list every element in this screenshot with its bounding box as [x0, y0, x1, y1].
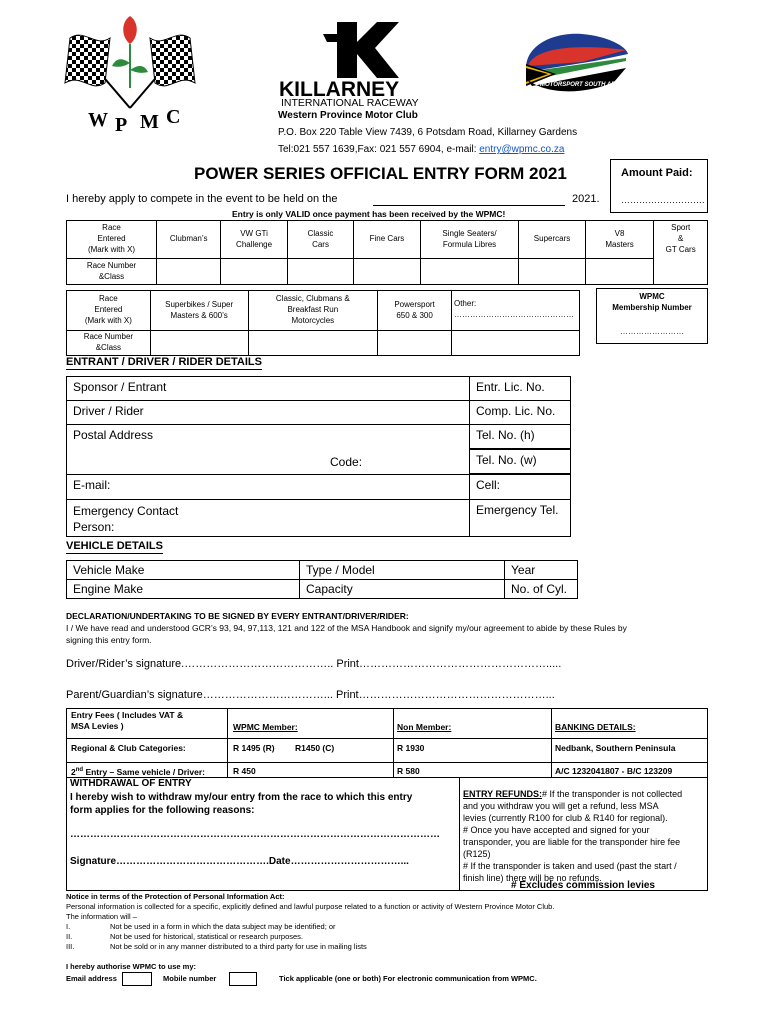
race-entered-label: Race Entered (Mark with X): [67, 291, 151, 331]
class-powersport[interactable]: Powersport 650 & 300: [378, 291, 452, 331]
fees-table: [66, 708, 708, 778]
entrant-heading: ENTRANT / DRIVER / RIDER DETAILS: [66, 356, 262, 368]
withdrawal-text: I hereby wish to withdraw my/our entry from the race to which this entry: [70, 792, 413, 803]
race-number-cell[interactable]: [378, 331, 452, 356]
class-superbikes[interactable]: Superbikes / Super Masters & 600’s: [150, 291, 248, 331]
refunds-heading: ENTRY REFUNDS:: [463, 789, 543, 799]
postal-code-label: Code:: [330, 455, 363, 469]
comp-lic-field[interactable]: Comp. Lic. No.: [469, 400, 571, 425]
tel-w-field[interactable]: Tel. No. (w): [469, 449, 571, 474]
race-number-cell[interactable]: [354, 259, 420, 285]
refunds-line: # If the transponder is taken and used (past the start /: [463, 861, 677, 871]
type-model-field[interactable]: Type / Model: [299, 560, 505, 580]
class-vw-gti[interactable]: VW GTi Challenge: [221, 221, 287, 259]
contact-phone-fax: Tel:021 557 1639,Fax: 021 557 6904, e-mail:: [278, 144, 480, 155]
killarney-wordmark: KILLARNEY: [279, 78, 400, 101]
capacity-field[interactable]: Capacity: [299, 579, 505, 599]
class-v8-masters[interactable]: V8 Masters: [585, 221, 654, 259]
email-address-label: Email address: [66, 974, 117, 983]
bank-name: Nedbank, Southern Peninsula: [555, 743, 676, 753]
class-single-seaters[interactable]: Single Seaters/ Formula Libres: [420, 221, 519, 259]
withdrawal-heading: WITHDRAWAL OF ENTRY: [70, 778, 192, 789]
driver-signature-line[interactable]: Driver/Rider’s signature.………………………………….. Print…………………………………………….....: [66, 658, 562, 670]
club-address: P.O. Box 220 Table View 7439, 6 Potsdam Road, Killarney Gardens: [278, 127, 578, 138]
tick-applicable-text: Tick applicable (one or both) For electronic communication from WPMC.: [279, 974, 537, 983]
class-classic-cars[interactable]: Classic Cars: [287, 221, 353, 259]
class-fine-cars[interactable]: Fine Cars: [354, 221, 420, 259]
race-number-label: Race Number &Class: [67, 331, 151, 356]
race-entered-label: Race Entered (Mark with X): [67, 221, 157, 259]
race-number-cell[interactable]: [420, 259, 519, 285]
class-sport-gt[interactable]: Sport & GT Cars: [654, 221, 708, 285]
non-member-header: Non Member:: [397, 722, 452, 732]
banking-header: BANKING DETAILS:: [555, 722, 636, 732]
membership-dots: ……………………: [620, 327, 684, 336]
emergency-contact-field[interactable]: Emergency Contact Person:: [66, 499, 470, 537]
race-number-cell[interactable]: [221, 259, 287, 285]
club-initial: C: [166, 106, 181, 128]
engine-make-field[interactable]: Engine Make: [66, 579, 300, 599]
race-class-table-2: [66, 290, 580, 356]
amount-paid-dots: ……………………….: [621, 195, 705, 205]
club-initial: M: [140, 111, 159, 133]
race-number-cell[interactable]: [519, 259, 585, 285]
fee-club-member: R1450 (C): [295, 743, 335, 753]
class-clubmans[interactable]: Clubman’s: [157, 221, 221, 259]
race-number-cell[interactable]: [287, 259, 353, 285]
year-field[interactable]: Year: [504, 560, 578, 580]
membership-title: Membership Number: [612, 303, 692, 312]
excludes-commission: # Excludes commission levies: [511, 880, 655, 891]
refunds-line: (R125): [463, 849, 491, 859]
fee-regional-member: R 1495 (R): [233, 743, 275, 753]
cylinders-field[interactable]: No. of Cyl.: [504, 579, 578, 599]
msa-logo: [522, 28, 632, 100]
bank-account: A/C 1232041807 - B/C 123209: [555, 766, 673, 776]
entr-lic-field[interactable]: Entr. Lic. No.: [469, 376, 571, 401]
year-suffix: 2021.: [572, 193, 600, 205]
valid-notice: Entry is only VALID once payment has been received by the WPMC!: [232, 209, 506, 219]
refunds-line: and you withdraw you will get a refund, less MSA: [463, 801, 659, 811]
club-name: Western Province Motor Club: [278, 110, 418, 121]
wpmc-logo: [60, 8, 200, 138]
other-label: Other:: [453, 299, 477, 308]
popi-item-text: Not be used for historical, statistical or research purposes.: [110, 932, 304, 941]
entry-fees-label: MSA Levies ): [71, 721, 124, 731]
amount-paid-label: Amount Paid:: [621, 167, 693, 179]
cell-field[interactable]: Cell:: [469, 474, 571, 500]
parent-signature-line[interactable]: Parent/Guardian’s signature……………………………... Print……………………………………………...: [66, 689, 555, 701]
race-class-table-1: [66, 220, 708, 285]
race-number-cell[interactable]: [585, 259, 654, 285]
second-entry-label: 2nd Entry – Same vehicle / Driver:: [71, 766, 205, 777]
msa-wordmark: MOTORSPORT SOUTH AFRICA: [540, 82, 630, 88]
race-number-cell[interactable]: [150, 331, 248, 356]
race-number-cell[interactable]: [157, 259, 221, 285]
membership-box[interactable]: [596, 288, 708, 344]
withdrawal-text: form applies for the following reasons:: [70, 805, 255, 816]
event-date-line[interactable]: [373, 205, 565, 206]
refunds-line: # Once you have accepted and signed for your: [463, 825, 650, 835]
club-initial: W: [88, 109, 108, 131]
refunds-line: ENTRY REFUNDS:# If the transponder is not collected: [463, 789, 683, 799]
wpmc-member-header: WPMC Member:: [233, 722, 298, 732]
killarney-subtitle: INTERNATIONAL RACEWAY: [281, 97, 419, 106]
authorise-text: I hereby authorise WPMC to use my:: [66, 962, 197, 971]
popi-item-num: I.: [66, 922, 71, 931]
class-other[interactable]: [451, 291, 579, 331]
declaration-text: signing this entry form.: [66, 635, 152, 645]
sponsor-field[interactable]: Sponsor / Entrant: [66, 376, 470, 401]
popi-item-num: II.: [66, 932, 73, 941]
killarney-logo: [275, 20, 455, 106]
race-number-cell[interactable]: [248, 331, 378, 356]
mobile-number-checkbox[interactable]: [229, 972, 257, 986]
class-classic-motorcycles[interactable]: Classic, Clubmans & Breakfast Run Motorcycles: [248, 291, 378, 331]
declaration-text: I / We have read and understood GCR’s 93, 94, 97,113, 121 and 122 of the MSA Handbook and signify my/our agreement to abide by these Rules by: [66, 623, 627, 633]
email-field[interactable]: E-mail:: [66, 474, 470, 500]
club-contact: [278, 144, 564, 156]
fee-second-non-member: R 580: [397, 766, 420, 776]
refunds-line: transponder, you are liable for the transponder hire fee: [463, 837, 681, 847]
popi-text: The information will –: [66, 912, 137, 921]
contact-email-link[interactable]: entry@wpmc.co.za: [479, 144, 565, 155]
form-title: POWER SERIES OFFICIAL ENTRY FORM 2021: [194, 164, 567, 183]
email-address-checkbox[interactable]: [122, 972, 152, 986]
driver-field[interactable]: Driver / Rider: [66, 400, 470, 425]
club-initial: P: [115, 114, 128, 136]
killarney-k-icon: [323, 22, 399, 78]
mobile-number-label: Mobile number: [163, 974, 217, 983]
withdrawal-signature-line[interactable]: Signature……………………………………….Date……………………………...: [70, 856, 409, 867]
fee-second-member: R 450: [233, 766, 256, 776]
race-number-cell[interactable]: [451, 331, 579, 356]
popi-item-text: Not be sold or in any manner distributed to a third party for use in mailing lists: [110, 942, 367, 951]
vehicle-heading: VEHICLE DETAILS: [66, 540, 163, 552]
popi-heading: Notice in terms of the Protection of Personal Information Act:: [66, 892, 285, 901]
regional-label: Regional & Club Categories:: [71, 743, 186, 753]
checkered-flag-left-icon: [65, 35, 130, 108]
popi-item-text: Not be used in a form in which the data subject may be identified; or: [110, 922, 336, 931]
race-number-label: Race Number &Class: [67, 259, 157, 285]
declaration-heading: DECLARATION/UNDERTAKING TO BE SIGNED BY EVERY ENTRANT/DRIVER/RIDER:: [66, 611, 409, 621]
other-dots: ………………………………………: [453, 309, 574, 319]
tel-h-field[interactable]: Tel. No. (h): [469, 424, 571, 449]
popi-text: Personal information is collected for a specific, explicitly defined and lawful purpose related to a function or activity of Western Province Motor Club.: [66, 902, 555, 911]
postal-address-field[interactable]: Postal Address: [66, 424, 470, 474]
amount-paid-box[interactable]: [610, 159, 708, 213]
vehicle-make-field[interactable]: Vehicle Make: [66, 560, 300, 580]
withdrawal-reason-line[interactable]: …………………………………………………………………………………………………: [70, 829, 440, 840]
popi-item-num: III.: [66, 942, 75, 951]
fee-non-member: R 1930: [397, 743, 425, 753]
entry-fees-label: Entry Fees ( Includes VAT &: [71, 710, 184, 720]
refunds-line: finish line) there will be no refunds.: [463, 873, 602, 883]
emergency-tel-field[interactable]: Emergency Tel.: [469, 499, 571, 537]
class-supercars[interactable]: Supercars: [519, 221, 585, 259]
protea-flower-icon: [112, 16, 148, 88]
refunds-line: levies (currently R100 for club & R140 for regional).: [463, 813, 668, 823]
membership-title: WPMC: [639, 292, 665, 301]
apply-text: I hereby apply to compete in the event to be held on the: [66, 193, 338, 205]
